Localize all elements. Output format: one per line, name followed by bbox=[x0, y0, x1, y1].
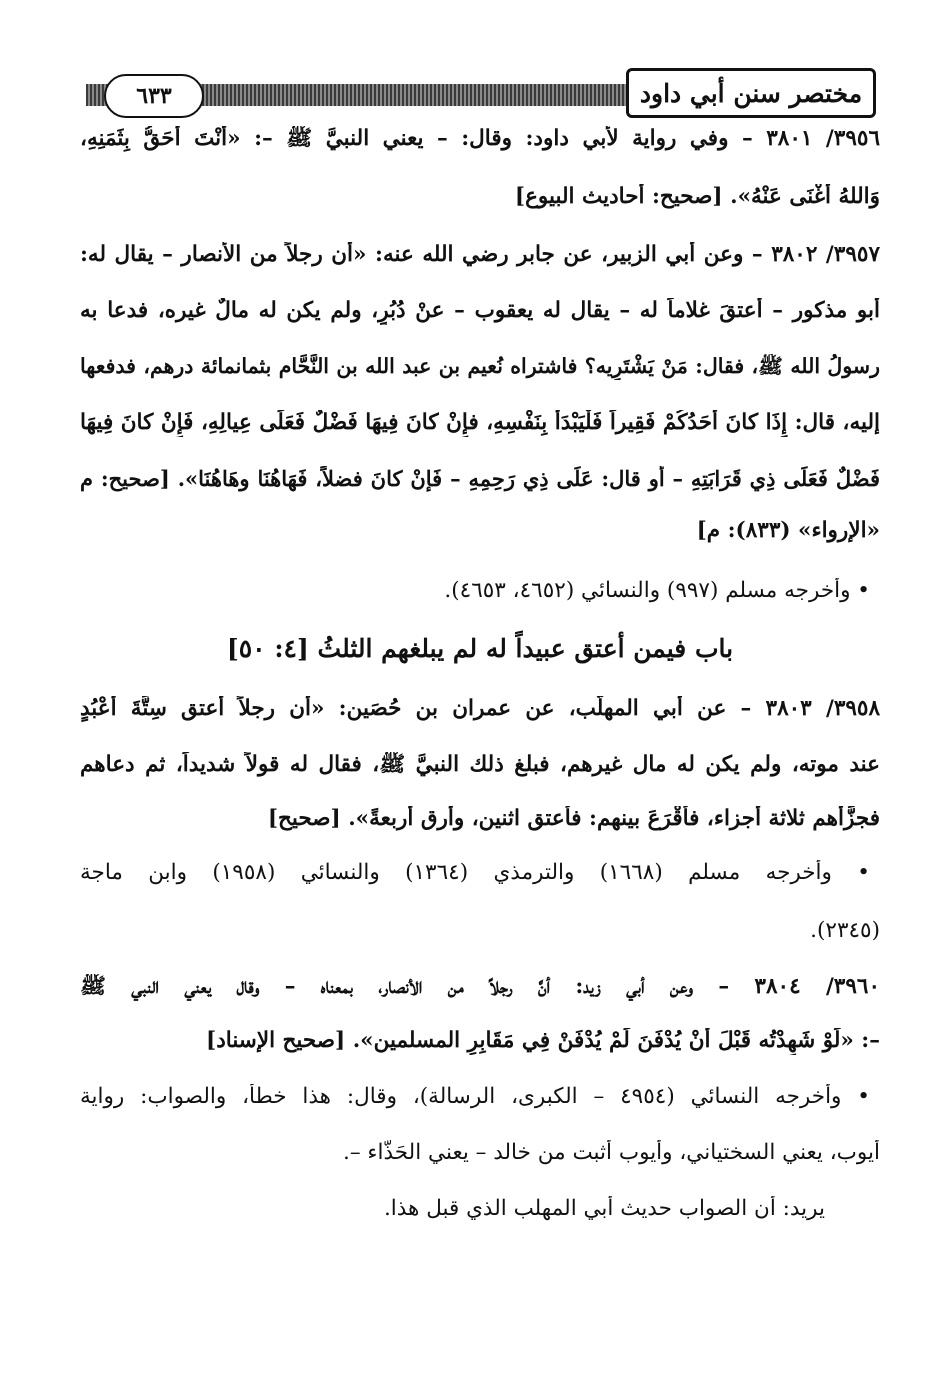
note-line: • وأخرجه مسلم (٩٩٧) والنسائي (٤٦٥٢، ٤٦٥٣). bbox=[444, 578, 870, 603]
text-line: فجزَّأهم ثلاثة أجزاء، فأَقْرَعَ بينهم: فأعتق اثنين، وأرق أربعةً». [صحيح] bbox=[267, 806, 880, 831]
text-line: رسولُ الله ﷺ، فقال: مَنْ يَشْتَرِيه؟ فاشتراه نُعيم بن عبد الله بن النَّحَّام بثمانمائة درهم، فدفعها bbox=[80, 354, 880, 378]
page-header bbox=[86, 68, 876, 120]
text-line: وَاللهُ أَغْنَى عَنْهُ». [صحيح: أحاديث البيوع] bbox=[514, 184, 880, 209]
text-line: ٣٩٥٧/ ٣٨٠٢ – وعن أبي الزبير، عن جابر رضي الله عنه: «أن رجلاً من الأنصار – يقال له: bbox=[80, 242, 880, 267]
book-title: مختصر سنن أبي داود bbox=[626, 68, 876, 118]
page-number: ٦٣٣ bbox=[104, 74, 204, 118]
note-line: أيوب، يعني السختياني، وأيوب أثبت من خالد – يعني الحَذَّاء –. bbox=[343, 1140, 880, 1165]
note-line: (٢٣٤٥). bbox=[810, 918, 880, 943]
text-line: ٣٩٦٠/ ٣٨٠٤ – وعن أبي زيد: أنَّ رجلاً من الأنصار، بمعناه – وقال يعني النبي ﷺ bbox=[80, 974, 880, 999]
text-line: فَضْلٌ فَعَلَى ذِي قَرَابَتِهِ – أو قال: عَلَى ذِي رَحِمِهِ – فَإِنْ كانَ فضلاً، فَهَاهُنَا وهَاهُنَا». [صحيح: م bbox=[80, 466, 880, 491]
text-line: ٣٩٥٨/ ٣٨٠٣ – عن أبي المهلَّب، عن عمران بن حُصَين: «أن رجلاً أعتق سِتَّةَ أَعْبُدٍ bbox=[80, 696, 880, 721]
note-line: • وأخرجه النسائي (٤٩٥٤ – الكبرى، الرسالة)، وقال: هذا خطأ، والصواب: رواية bbox=[80, 1084, 870, 1109]
text-line: إليه، قال: إِذَا كانَ أَحَدُكُمْ فَقِيراً فَلْيَبْدَأْ بِنَفْسِهِ، فإِنْ كانَ فِيهَا فَضْلٌ فَعَلَى عِيالِهِ، فَإِنْ كانَ فِيهَا bbox=[80, 410, 880, 435]
chapter-heading bbox=[80, 634, 880, 663]
text-line: أبو مذكور – أعتقَ غلاماً له – يقال له يعقوب – عنْ دُبُرٍ، ولم يكن له مالٌ غيره، فدعا به bbox=[80, 298, 880, 323]
text-line: «الإرواء» (٨٣٣): م] bbox=[696, 518, 880, 543]
text-line: –: «لَوْ شَهِدْتُه قَبْلَ أَنْ يُدْفَنَ لَمْ يُدْفَنْ فِي مَقَابِرِ المسلمين». [صحيح الإسناد] bbox=[206, 1028, 880, 1053]
text-line: عند موته، ولم يكن له مال غيرهم، فبلغ ذلك النبيَّ ﷺ، فقال له قولاً شديداً، ثم دعاهم bbox=[80, 752, 880, 777]
note-line: • وأخرجه مسلم (١٦٦٨) والترمذي (١٣٦٤) والنسائي (١٩٥٨) وابن ماجة bbox=[80, 860, 870, 885]
note-line: يريد: أن الصواب حديث أبي المهلب الذي قبل هذا. bbox=[383, 1196, 825, 1221]
chapter-title: باب فيمن أعتق عبيداً له لم يبلغهم الثلثُ [٤: ٥٠] bbox=[226, 634, 734, 663]
text-line: ٣٩٥٦/ ٣٨٠١ – وفي رواية لأبي داود: وقال: – يعني النبيَّ ﷺ –: «أَنْتَ أَحَقُّ بِثَمَنِهِ، bbox=[80, 126, 880, 151]
